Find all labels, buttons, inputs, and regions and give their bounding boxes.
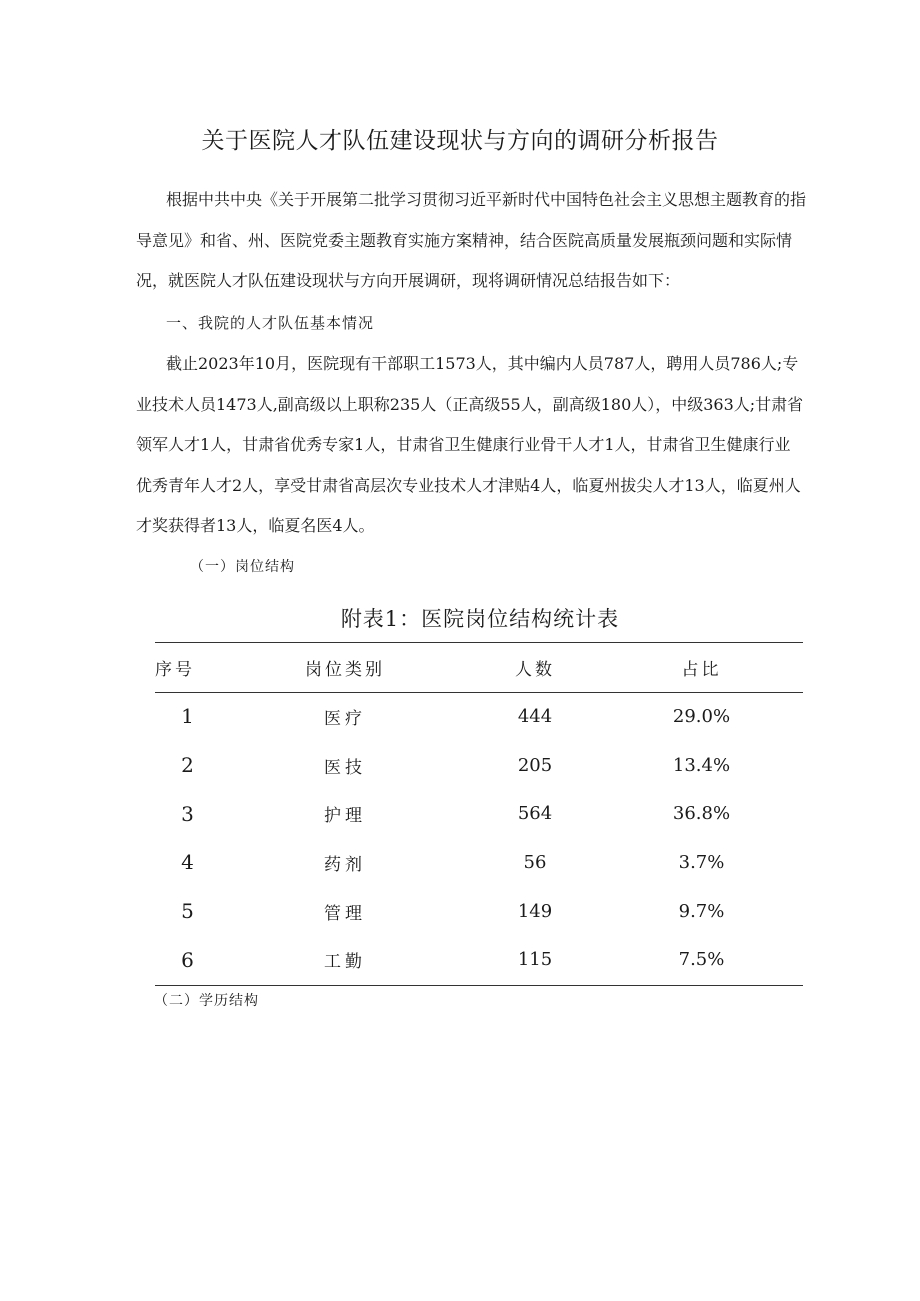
- post-structure-table: [155, 643, 803, 984]
- subsection1-heading: （一）岗位结构: [190, 559, 295, 575]
- row-index: 6: [181, 947, 194, 972]
- row-count: 444: [517, 705, 553, 727]
- column-header-category: 岗位类别: [305, 660, 385, 680]
- row-ratio: 13.4%: [672, 754, 731, 776]
- row-index: 4: [181, 850, 194, 875]
- table-bottom-rule: [155, 985, 803, 986]
- column-header-index: 序号: [155, 660, 195, 680]
- row-count: 149: [517, 900, 553, 922]
- row-category: 管理: [324, 903, 366, 924]
- row-ratio: 3.7%: [678, 851, 725, 873]
- report-title: 关于医院人才队伍建设现状与方向的调研分析报告: [201, 128, 719, 154]
- section1-heading: 一、我院的人才队伍基本情况: [166, 314, 375, 332]
- row-index: 2: [181, 753, 194, 778]
- row-index: 5: [181, 899, 194, 924]
- row-count: 205: [517, 754, 553, 776]
- table-caption: 附表1：医院岗位结构统计表: [340, 607, 620, 631]
- row-ratio: 36.8%: [672, 803, 731, 825]
- table-header-row: [155, 643, 803, 692]
- row-ratio: 7.5%: [678, 949, 725, 971]
- row-index: 3: [181, 801, 194, 826]
- row-ratio: 29.0%: [672, 705, 731, 727]
- row-category: 护理: [324, 806, 366, 827]
- row-index: 1: [181, 704, 194, 729]
- table-row: [155, 692, 803, 741]
- intro-paragraph: 根据中共中央《关于开展第二批学习贯彻习近平新时代中国特色社会主义思想主题教育的指导意见》和省、州、医院党委主题教育实施方案精神，结合医院高质量发展瓶颈问题和实际情况，就医院人才队伍建设现状与方向开展调研，现将调研情况总结报告如下：: [136, 190, 807, 290]
- table-row: [155, 838, 803, 887]
- row-category: 药剂: [324, 854, 366, 875]
- table-row: [155, 887, 803, 936]
- section1-paragraph: 截止2023年10月，医院现有干部职工1573人，其中编内人员787人，聘用人员786人;专业技术人员1473人,副高级以上职称235人（正高级55人，副高级180人），中级363人;甘肃省领军人才1人，甘肃省优秀专家1人，甘肃省卫生健康行业骨干人才1人，甘肃省卫生健康行业优秀青年人才2人，享受甘肃省高层次专业技术人才津贴4人，临夏州拔尖人才13人，临夏州人才奖获得者13人，临夏名医4人。: [136, 354, 804, 535]
- row-category: 医技: [324, 757, 366, 778]
- table-row: [155, 741, 803, 790]
- row-category: 工勤: [324, 952, 366, 973]
- row-count: 115: [517, 949, 553, 971]
- column-header-count: 人数: [515, 660, 555, 680]
- column-header-ratio: 占比: [681, 660, 722, 680]
- row-count: 564: [517, 803, 553, 825]
- row-count: 56: [523, 851, 547, 873]
- table-row: [155, 789, 803, 838]
- row-ratio: 9.7%: [678, 900, 725, 922]
- row-category: 医疗: [324, 708, 366, 729]
- table-row: [155, 935, 803, 984]
- subsection2-heading: （二）学历结构: [154, 993, 259, 1009]
